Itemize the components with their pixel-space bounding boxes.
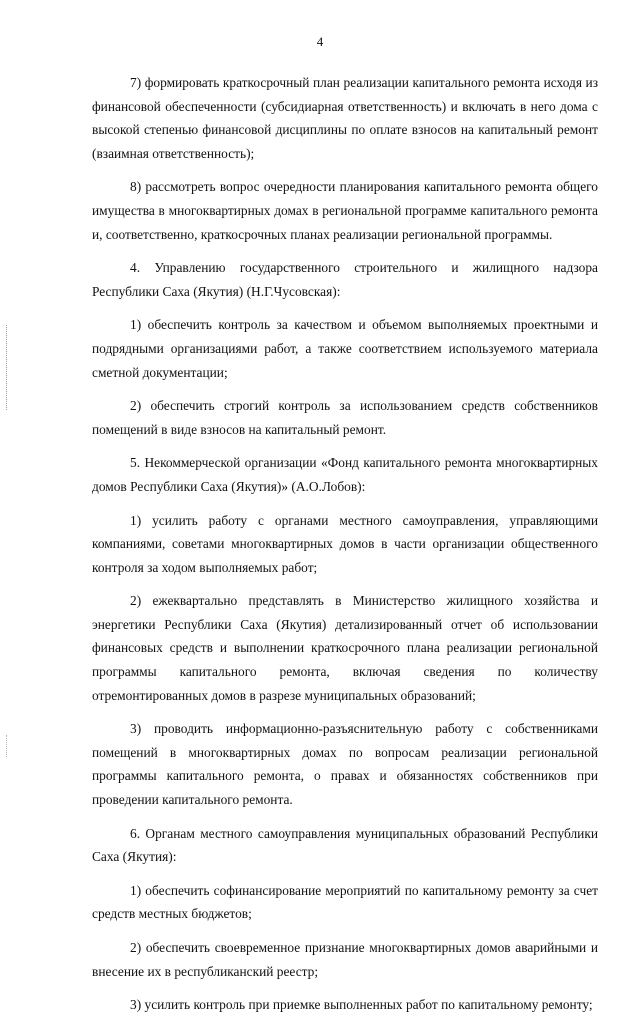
paragraph-item-4-1: 1) обеспечить контроль за качеством и объемом выполняемых проектными и подрядными организациями работ, а также соответствием используемого материала сметной документации; xyxy=(92,317,598,380)
paragraph-item-8: 8) рассмотреть вопрос очередности планирования капитального ремонта общего имущества в многоквартирных домах в региональной программе капитального ремонта и, соответственно, краткосрочных планах реализации региональной программы. xyxy=(92,179,598,242)
paragraph-item-6-1: 1) обеспечить софинансирование мероприятий по капитальному ремонту за счет средств местных бюджетов; xyxy=(92,882,598,922)
paragraph-section-5: 5. Некоммерческой организации «Фонд капитального ремонта многоквартирных домов Республики Саха (Якутия)» (А.О.Лобов): xyxy=(92,455,598,494)
margin-scan-mark xyxy=(6,735,8,757)
paragraph-item-7: 7) формировать краткосрочный план реализации капитального ремонта исходя из финансовой обеспеченности (субсидиарная ответственность) и включать в него дома с высокой степенью финансовой дисциплины по оплате взносов на капитальный ремонт (взаимная ответственность); xyxy=(92,75,598,161)
paragraph-section-6: 6. Органам местного самоуправления муниципальных образований Республики Саха (Якутия): xyxy=(92,825,598,865)
paragraph-item-6-3: 3) усилить контроль при приемке выполненных работ по капитальному ремонту; xyxy=(130,997,593,1013)
paragraph-item-5-1: 1) усилить работу с органами местного самоуправления, управляющими компаниями, советами многоквартирных домов в части организации общественного контроля за ходом выполняемых работ; xyxy=(92,512,598,575)
paragraph-item-5-2: 2) ежеквартально представлять в Министерство жилищного хозяйства и энергетики Республики Саха (Якутия) детализированный отчет об использовании финансовых средств и выполнении краткосрочного плана реализации региональной программы капитального ремонта, включая сведения по количеству отремонтированных домов в разрезе муниципальных образований; xyxy=(92,593,598,703)
paragraph-section-4: 4. Управлению государственного строительного и жилищного надзора Республики Саха (Якутия) (Н.Г.Чусовская): xyxy=(92,260,598,299)
paragraph-item-4-2: 2) обеспечить строгий контроль за использованием средств собственников помещений в виде взносов на капитальный ремонт. xyxy=(92,398,598,437)
paragraph-item-5-3: 3) проводить информационно-разъяснительную работу с собственниками помещений в многоквартирных домах по вопросам реализации региональной программы капитального ремонта, о правах и обязанностях собственников при проведении капитального ремонта. xyxy=(92,721,598,808)
paragraph-item-6-2: 2) обеспечить своевременное признание многоквартирных домов аварийными и внесение их в республиканский реестр; xyxy=(92,940,598,979)
document-body xyxy=(92,71,598,1027)
page-number: 4 xyxy=(316,34,324,49)
margin-scan-mark xyxy=(6,325,8,410)
